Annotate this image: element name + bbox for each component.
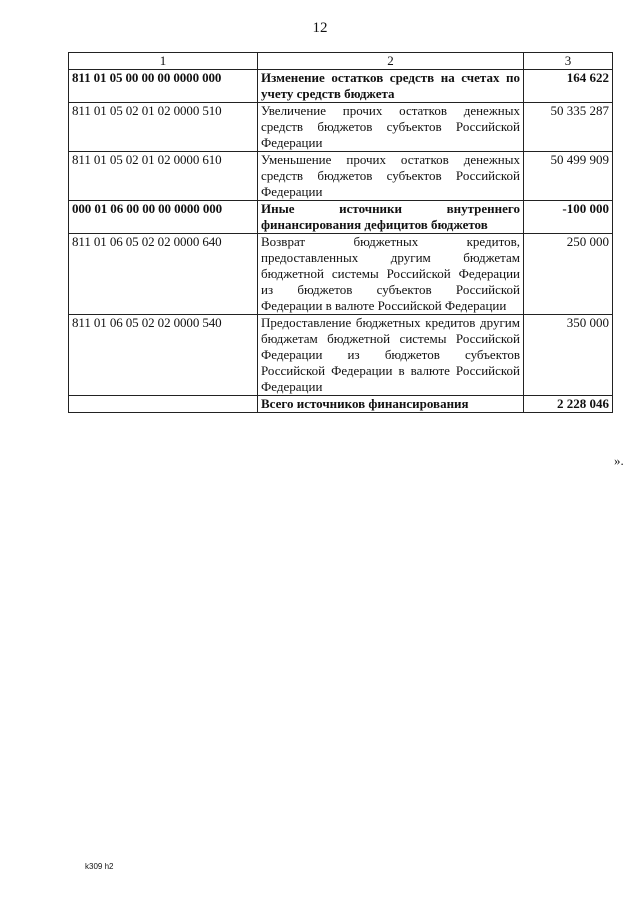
total-code [69, 396, 258, 413]
row-name: Увеличение прочих остатков денежных средств бюджетов субъектов Российской Федерации [258, 103, 524, 152]
closing-quote-mark: ». [614, 453, 624, 468]
total-label: Всего источников финансирования [258, 396, 524, 413]
footer-document-code: k309 h2 [85, 862, 114, 871]
table-row-2 [69, 152, 613, 201]
row-code: 811 01 05 00 00 00 0000 000 [69, 70, 258, 103]
row-amount: 350 000 [524, 315, 613, 396]
row-name: Уменьшение прочих остатков денежных средств бюджетов субъектов Российской Федерации [258, 152, 524, 201]
row-code: 811 01 05 02 01 02 0000 610 [69, 152, 258, 201]
row-amount: 50 335 287 [524, 103, 613, 152]
column-header-code: 1 [69, 53, 258, 70]
row-amount: 250 000 [524, 234, 613, 315]
row-name: Изменение остатков средств на счетах по учету средств бюджета [258, 70, 524, 103]
table-row-4 [69, 234, 613, 315]
row-amount: 50 499 909 [524, 152, 613, 201]
row-code: 811 01 05 02 01 02 0000 510 [69, 103, 258, 152]
budget-sources-table [68, 52, 613, 413]
total-amount: 2 228 046 [524, 396, 613, 413]
row-code: 811 01 06 05 02 02 0000 540 [69, 315, 258, 396]
table-row-0 [69, 70, 613, 103]
table-row-1 [69, 103, 613, 152]
row-name: Иные источники внутреннего финансирования дефицитов бюджетов [258, 201, 524, 234]
row-name: Возврат бюджетных кредитов, предоставленных другим бюджетам бюджетной системы Российской Федерации из бюджетов субъектов Российской Федерации в валюте Российской Федерации [258, 234, 524, 315]
row-name: Предоставление бюджетных кредитов другим бюджетам бюджетной системы Российской Федерации из бюджетов субъектов Российской Федерации в валюте Российской Федерации [258, 315, 524, 396]
total-row [69, 396, 613, 413]
row-amount: 164 622 [524, 70, 613, 103]
table-header-row [69, 53, 613, 70]
table-row-5 [69, 315, 613, 396]
column-header-amount: 3 [524, 53, 613, 70]
table-body [69, 70, 613, 413]
row-code: 000 01 06 00 00 00 0000 000 [69, 201, 258, 234]
table-row-3 [69, 201, 613, 234]
column-header-name: 2 [258, 53, 524, 70]
page-number: 12 [312, 20, 328, 36]
row-code: 811 01 06 05 02 02 0000 640 [69, 234, 258, 315]
row-amount: -100 000 [524, 201, 613, 234]
